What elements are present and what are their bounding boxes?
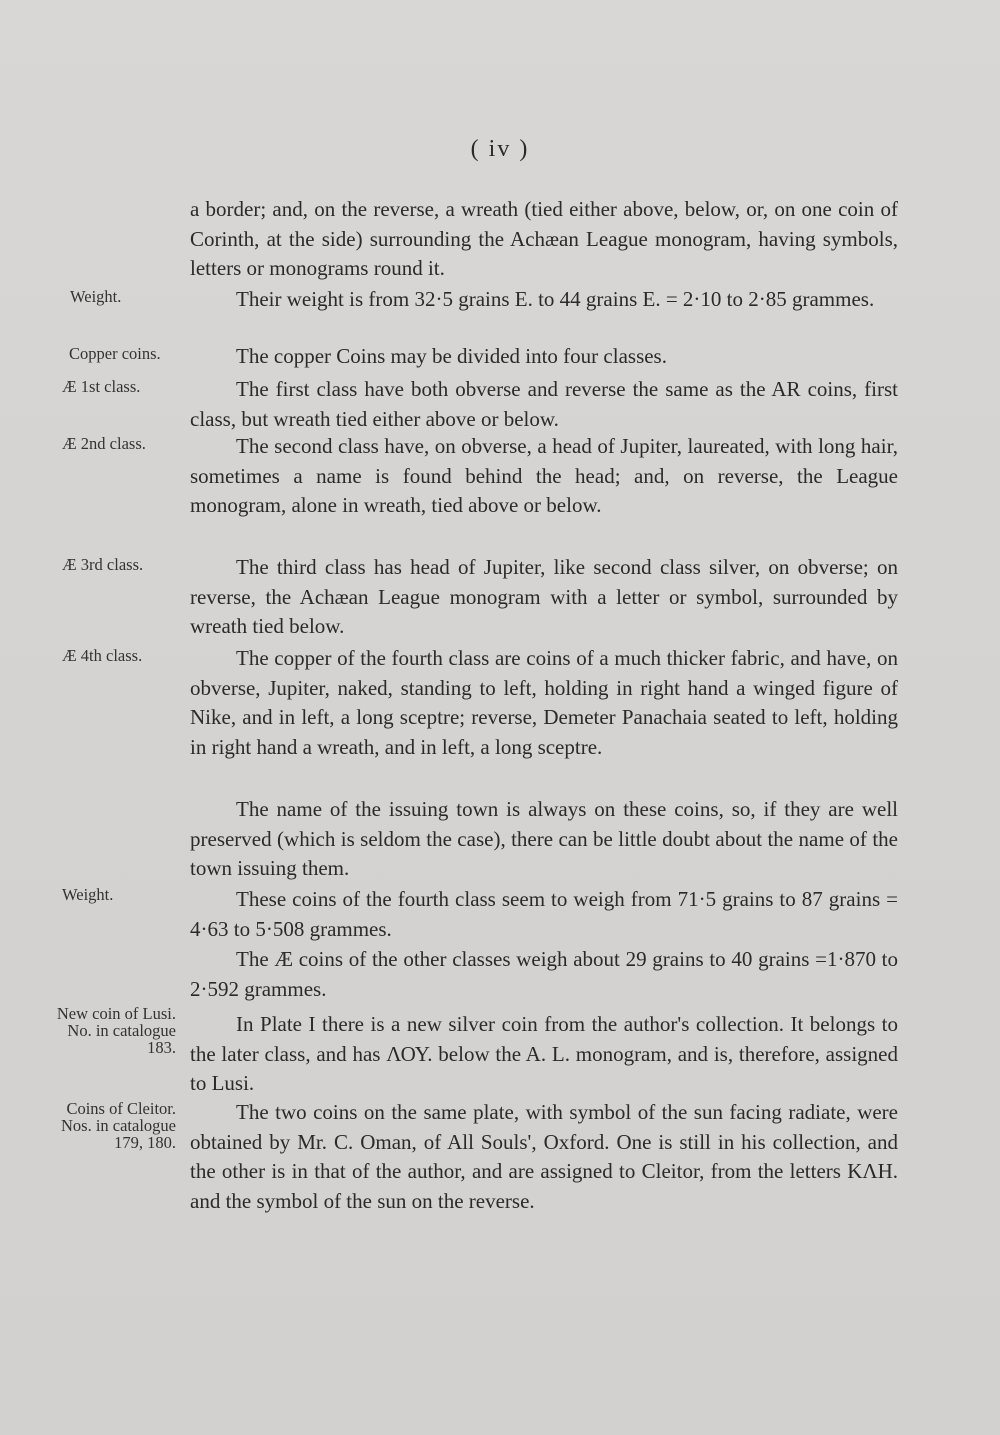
paragraph-fourth-class-weight (190, 885, 898, 944)
paragraph-weight (190, 285, 898, 315)
side-note-copper-coins: Copper coins. (69, 344, 161, 363)
paragraph-third-class (190, 553, 898, 642)
side-note-weight: Weight. (70, 287, 122, 306)
paragraph-other-classes-weight (190, 945, 898, 1004)
paragraph-text: Their weight is from 32·5 grains E. to 44 grains E. = 2·10 to 2·85 grammes. (236, 287, 875, 311)
paragraph-text: The Æ coins of the other classes weigh about 29 grains to 40 grains =1·870 to 2·592 grammes. (190, 947, 898, 1001)
paragraph-text: The copper of the fourth class are coins of a much thicker fabric, and have, on obverse, Jupiter, naked, standing to left, holding in right hand a winged figure of Nike, and in left, a long sceptre; reverse, Demeter Panachaia seated to left, holding in right hand a wreath, and in left, a long sceptre. (190, 646, 898, 759)
paragraph-copper-coins (190, 342, 898, 372)
paragraph-text: In Plate I there is a new silver coin from the author's collection. It belongs to the later class, and has ΛΟΥ. below the A. L. monogram, and is, therefore, assigned to Lusi. (190, 1012, 898, 1095)
paragraph-new-coin-lusi (190, 1010, 898, 1099)
side-note-ae-3rd-class: Æ 3rd class. (62, 555, 144, 574)
paragraph-text: The third class has head of Jupiter, like second class silver, on obverse; on reverse, the Achæan League monogram with a letter or symbol, surrounded by wreath tied below. (190, 555, 898, 638)
paragraph-border-continuation (190, 195, 898, 284)
paragraph-fourth-class (190, 644, 898, 762)
paragraph-text: a border; and, on the reverse, a wreath (tied either above, below, or, on one coin of Corinth, at the side) surrounding the Achæan League monogram, having symbols, letters or monograms round it. (190, 197, 898, 280)
paragraph-text: The name of the issuing town is always on these coins, so, if they are well preserved (which is seldom the case), there can be little doubt about the name of the town issuing them. (190, 797, 898, 880)
paragraph-issuing-town (190, 795, 898, 884)
side-note-ae-4th-class: Æ 4th class. (62, 646, 143, 665)
paragraph-first-class (190, 375, 898, 434)
paragraph-text: The first class have both obverse and reverse the same as the AR coins, first class, but wreath tied either above or below. (190, 377, 898, 431)
paragraph-text: The two coins on the same plate, with symbol of the sun facing radiate, were obtained by Mr. C. Oman, of All Souls', Oxford. One is still in his collection, and the other is in that of the author, and are assigned to Cleitor, from the letters ΚΛΗ. and the symbol of the sun on the reverse. (190, 1100, 898, 1213)
paragraph-second-class (190, 432, 898, 521)
paragraph-text: The second class have, on obverse, a head of Jupiter, laureated, with long hair, sometimes a name is found behind the head; and, on reverse, the League monogram, alone in wreath, tied above or below. (190, 434, 898, 517)
side-note-ae-2nd-class: Æ 2nd class. (62, 434, 146, 453)
page-number: ( iv ) (470, 136, 530, 162)
paragraph-text: The copper Coins may be divided into four classes. (236, 344, 667, 368)
paragraph-coins-cleitor (190, 1098, 898, 1216)
paragraph-text: These coins of the fourth class seem to weigh from 71·5 grains to 87 grains = 4·63 to 5·508 grammes. (190, 887, 898, 941)
side-note-new-coin-lusi: New coin of Lusi. No. in catalogue 183. (56, 1004, 176, 1057)
side-note-weight-2: Weight. (62, 885, 114, 904)
side-note-ae-1st-class: Æ 1st class. (62, 377, 141, 396)
side-note-coins-cleitor: Coins of Cleitor. Nos. in catalogue 179, 180. (60, 1099, 176, 1152)
